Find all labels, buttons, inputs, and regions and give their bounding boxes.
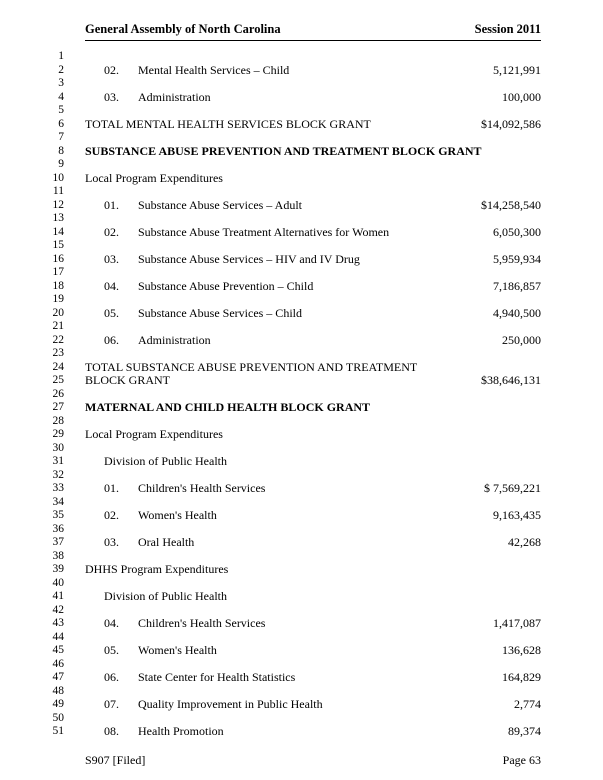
line-number: 29	[52, 428, 64, 440]
line-number: 32	[52, 468, 64, 481]
line-number: 40	[52, 576, 64, 589]
line-number: 10	[52, 171, 64, 184]
line-number: 36	[52, 522, 64, 535]
item-number: 06.	[104, 670, 119, 684]
item-number: 07.	[104, 697, 119, 711]
item-amount: 1,417,087	[493, 616, 541, 630]
line-number: 50	[52, 711, 64, 724]
line-number: 47	[52, 671, 64, 683]
line-number: 30	[52, 441, 64, 454]
item-number: 05.	[104, 305, 119, 320]
line-number: 51	[52, 725, 64, 737]
line-number: 31	[52, 455, 64, 467]
item-number: 04.	[104, 278, 119, 293]
item-number: 01.	[104, 197, 119, 212]
item-label: Oral Health	[138, 535, 195, 549]
item-number: 05.	[104, 643, 119, 657]
footer-bill-id: S907 [Filed]	[85, 753, 146, 767]
item-label: Substance Abuse Services – HIV and IV Drug	[138, 251, 360, 266]
item-amount: 9,163,435	[493, 508, 541, 522]
line-number: 43	[52, 617, 64, 629]
line-number: 37	[52, 536, 64, 548]
line-number: 12	[52, 198, 64, 211]
line-number: 38	[52, 549, 64, 562]
item-number: 03.	[104, 89, 119, 104]
section-heading: MATERNAL AND CHILD HEALTH BLOCK GRANT	[85, 400, 371, 414]
item-amount: 89,374	[508, 724, 541, 738]
item-label: Mental Health Services – Child	[138, 62, 290, 77]
item-label: State Center for Health Statistics	[138, 670, 296, 684]
line-number: 5	[58, 104, 64, 116]
item-number: 01.	[104, 481, 119, 495]
item-amount: $38,646,131	[481, 373, 541, 387]
footer-page-number: Page 63	[502, 753, 541, 767]
line-number: 35	[52, 509, 64, 521]
item-number: 04.	[104, 616, 119, 630]
line-number: 14	[52, 225, 64, 238]
line-number: 25	[52, 374, 64, 386]
line-number: 8	[58, 144, 64, 157]
item-label: Health Promotion	[138, 724, 224, 738]
item-number: 02.	[104, 62, 119, 77]
line-number: 17	[52, 266, 64, 278]
item-amount: $14,258,540	[481, 197, 541, 212]
item-label: Administration	[138, 332, 211, 347]
line-number: 27	[52, 401, 64, 413]
line-number: 16	[52, 252, 64, 265]
line-number: 34	[52, 495, 64, 508]
item-amount: 250,000	[502, 332, 541, 347]
subsection-text: Division of Public Health	[104, 454, 227, 468]
line-number: 7	[58, 131, 64, 143]
line-number: 46	[52, 657, 64, 670]
item-number: 02.	[104, 224, 119, 239]
item-amount: 5,959,934	[493, 251, 541, 266]
line-number: 13	[52, 212, 64, 224]
line-number: 4	[58, 90, 64, 103]
line-number: 1	[58, 50, 64, 62]
line-number: 24	[52, 360, 64, 373]
line-number: 48	[52, 684, 64, 697]
line-number: 18	[52, 279, 64, 292]
item-label: Women's Health	[138, 508, 217, 522]
header-session: Session 2011	[474, 22, 541, 36]
item-number: 03.	[104, 535, 119, 549]
item-label: Substance Abuse Prevention – Child	[138, 278, 314, 293]
line-number: 23	[52, 347, 64, 359]
item-label: Substance Abuse Services – Child	[138, 305, 302, 320]
item-amount: 164,829	[502, 670, 541, 684]
line-number: 22	[52, 333, 64, 346]
item-label: Substance Abuse Services – Adult	[138, 197, 302, 212]
item-amount: $14,092,586	[481, 116, 541, 131]
line-number: 20	[52, 306, 64, 319]
section-heading: SUBSTANCE ABUSE PREVENTION AND TREATMENT BLOCK GRANT	[85, 143, 482, 158]
line-number: 19	[52, 293, 64, 305]
item-label: Substance Abuse Treatment Alternatives for Women	[138, 224, 390, 239]
line-number: 44	[52, 630, 64, 643]
line-number: 28	[52, 414, 64, 427]
item-amount: 100,000	[502, 89, 541, 104]
line-number: 6	[58, 117, 64, 130]
item-number: 06.	[104, 332, 119, 347]
line-number: 3	[58, 77, 64, 89]
item-amount: 4,940,500	[493, 305, 541, 320]
line-number: 45	[52, 644, 64, 656]
section-text: DHHS Program Expenditures	[85, 562, 229, 576]
item-amount: 7,186,857	[493, 278, 541, 293]
item-amount: 2,774	[514, 697, 541, 711]
section-text: BLOCK GRANT	[85, 373, 171, 387]
header-title: General Assembly of North Carolina	[85, 22, 281, 36]
item-amount: 5,121,991	[493, 62, 541, 77]
item-label: Administration	[138, 89, 211, 104]
item-number: 02.	[104, 508, 119, 522]
item-number: 08.	[104, 724, 119, 738]
item-label: Quality Improvement in Public Health	[138, 697, 323, 711]
line-number: 33	[52, 482, 64, 494]
item-amount: $ 7,569,221	[484, 481, 541, 495]
item-amount: 42,268	[508, 535, 541, 549]
item-amount: 6,050,300	[493, 224, 541, 239]
header-rule	[85, 40, 541, 41]
section-text: Local Program Expenditures	[85, 170, 223, 185]
item-number: 03.	[104, 251, 119, 266]
line-number: 42	[52, 603, 64, 616]
item-label: Children's Health Services	[138, 481, 266, 495]
item-label: Women's Health	[138, 643, 217, 657]
item-label: Children's Health Services	[138, 616, 266, 630]
section-text: Local Program Expenditures	[85, 427, 223, 441]
section-text: TOTAL MENTAL HEALTH SERVICES BLOCK GRANT	[85, 116, 371, 131]
line-number: 39	[52, 563, 64, 575]
line-number: 11	[52, 185, 64, 197]
line-number: 9	[58, 158, 64, 170]
line-number: 15	[52, 239, 64, 251]
line-number: 2	[58, 63, 64, 76]
item-amount: 136,628	[502, 643, 541, 657]
section-text: TOTAL SUBSTANCE ABUSE PREVENTION AND TREATMENT	[85, 359, 418, 374]
line-number: 21	[52, 320, 64, 332]
line-number: 49	[52, 698, 64, 710]
line-number: 41	[52, 590, 64, 602]
line-number: 26	[52, 387, 64, 400]
subsection-text: Division of Public Health	[104, 589, 227, 603]
